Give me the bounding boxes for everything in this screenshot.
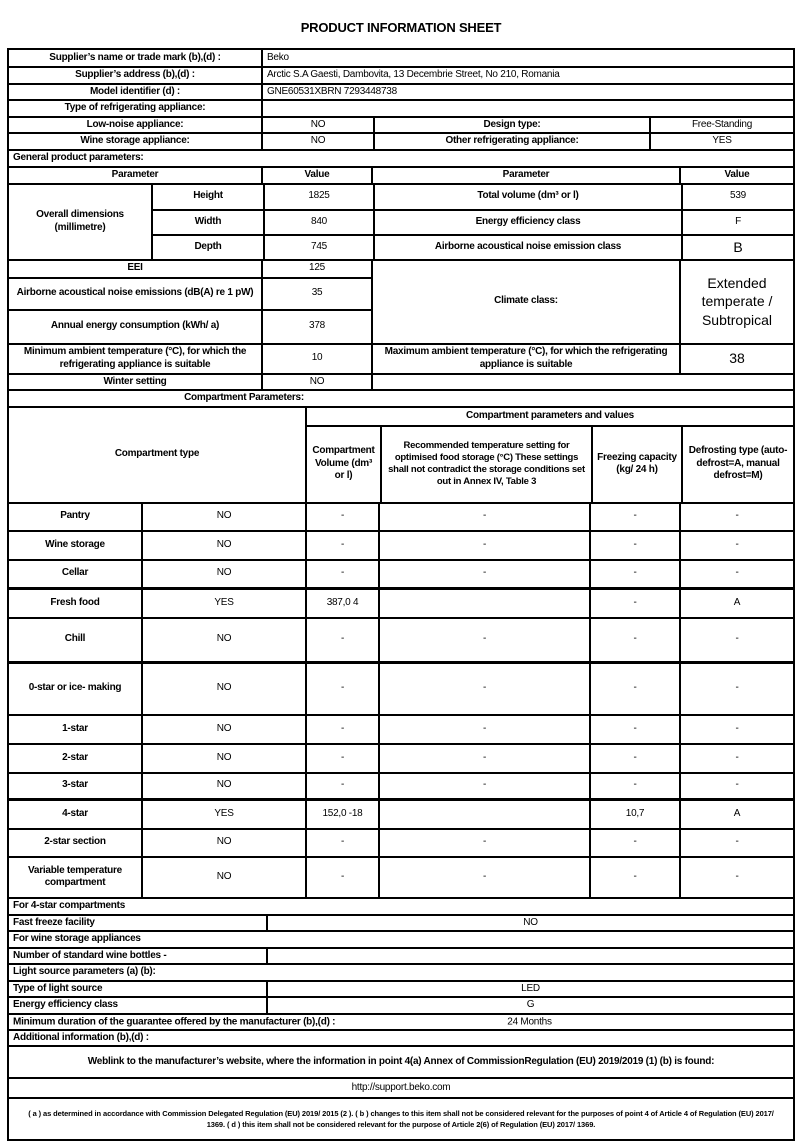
light-efficiency-value: G <box>266 998 793 1013</box>
spacer <box>479 391 793 406</box>
table-row <box>9 83 793 100</box>
compartment-defrost: - <box>679 532 793 559</box>
fast-freeze-value: NO <box>266 916 793 931</box>
compartment-temp: - <box>378 532 589 559</box>
dimensions-subtable <box>151 185 793 259</box>
compartment-present: YES <box>141 801 305 828</box>
model-identifier-value: GNE60531XBRN 7293448738 <box>261 85 793 100</box>
min-ambient-temp-value: 10 <box>261 345 371 373</box>
overall-dimensions-label <box>9 185 151 259</box>
compartment-header <box>9 408 793 502</box>
table-row <box>9 947 793 964</box>
table-row <box>9 502 793 530</box>
other-refrigerating-value: YES <box>649 134 793 149</box>
compartment-volume: - <box>305 561 378 587</box>
freezing-capacity-column-header: Freezing capacity (kg/ 24 h) <box>591 427 681 502</box>
extra-parameters <box>7 897 795 1048</box>
compartment-type: Fresh food <box>50 596 100 608</box>
table-row <box>9 996 793 1013</box>
compartment-defrost: - <box>679 716 793 743</box>
footnote-box <box>7 1097 795 1141</box>
compartment-type: Variable temperature compartment <box>28 864 122 888</box>
compartment-temp: - <box>378 664 589 714</box>
design-type-label: Design type: <box>373 118 649 133</box>
table-row <box>9 373 793 390</box>
dim-value: 840 <box>263 211 373 234</box>
supplier-name-label: Supplier’s name or trade mark (b),(d) : <box>49 51 221 63</box>
compartment-table <box>7 406 795 899</box>
section-title-row <box>9 1029 793 1046</box>
compartment-freeze: - <box>589 830 679 856</box>
section-title-row <box>9 899 793 914</box>
dim-name: Depth <box>194 240 222 252</box>
weblink-text: Weblink to the manufacturer’s website, where the information in point 4(a) Annex of CommissionRegulation (EU) 2019/2019 (1) (b) is found: <box>87 1055 715 1067</box>
section-title-row <box>9 930 793 947</box>
table-row <box>9 1079 793 1097</box>
compartment-freeze: - <box>589 619 679 661</box>
volume-column-header: Compartment Volume (dm³ or l) <box>312 445 375 482</box>
appliance-type-label: Type of refrigerating appliance: <box>64 102 206 113</box>
compartment-present: NO <box>141 716 305 743</box>
footnote-text: ( a ) as determined in accordance with Commission Delegated Regulation (EU) 2019/ 2015 (2 ). ( b ) changes to this item shall not be considered relevant for the purposes of point 4 of Article 4 of Regulation (EU) 2017/ 1369. ( d ) this item shall not be considered relevant for the purpose of Article 2(6) of Regulation (EU) 2017/ 1369. <box>28 1108 774 1129</box>
supplier-name-value: Beko <box>261 50 793 66</box>
table-row <box>9 261 371 277</box>
overall-dimensions-line2: (millimetre) <box>54 221 106 233</box>
table-row <box>153 209 793 234</box>
compartment-temp: - <box>378 774 589 798</box>
max-ambient-temp-label: Maximum ambient temperature (°C), for which the refrigerating appliance is suitable <box>371 345 679 373</box>
compartment-temp: - <box>378 504 589 530</box>
table-row <box>9 587 793 617</box>
general-parameters-table <box>7 166 795 408</box>
compartment-temp: - <box>378 561 589 587</box>
max-ambient-temp-value: 38 <box>679 345 793 373</box>
compartment-defrost: - <box>679 858 793 897</box>
table-row <box>9 798 793 828</box>
compartment-defrost: - <box>679 504 793 530</box>
design-type-value: Free-Standing <box>649 118 793 133</box>
compartment-present: NO <box>141 858 305 897</box>
compartment-type-header: Compartment type <box>114 448 200 460</box>
weblink-box <box>7 1045 795 1079</box>
compartment-temp: - <box>378 619 589 661</box>
param2-value: F <box>681 211 793 234</box>
compartment-freeze: - <box>589 774 679 798</box>
param2-label: Total volume (dm³ or l) <box>373 185 681 209</box>
compartment-defrost: - <box>679 774 793 798</box>
product-information-sheet <box>7 50 795 1141</box>
compartment-defrost: A <box>679 801 793 828</box>
compartment-volume: - <box>305 858 378 897</box>
dimensions-rows <box>9 183 793 259</box>
compartment-present: NO <box>141 532 305 559</box>
table-row <box>9 743 793 772</box>
table-row <box>9 309 371 343</box>
table-row <box>9 980 793 997</box>
compartment-type: Wine storage <box>45 538 105 550</box>
guarantee-label: Minimum duration of the guarantee offered by the manufacturer (b),(d) : <box>13 1016 336 1027</box>
compartment-present: NO <box>141 745 305 772</box>
compartment-freeze: - <box>589 504 679 530</box>
general-parameters-title: General product parameters: <box>13 151 144 163</box>
low-noise-value: NO <box>261 118 373 133</box>
wine-bottles-value <box>266 949 793 964</box>
table-row <box>9 50 793 66</box>
fast-freeze-label: Fast freeze facility <box>13 916 95 928</box>
wine-storage-section-title: For wine storage appliances <box>13 933 141 944</box>
compartment-volume: - <box>305 774 378 798</box>
compartment-volume: - <box>305 664 378 714</box>
wine-bottles-label: Number of standard wine bottles - <box>13 949 167 961</box>
overall-dimensions-line1: Overall dimensions <box>36 209 124 220</box>
compartment-defrost: - <box>679 745 793 772</box>
dim-value: 1825 <box>263 185 373 209</box>
compartment-freeze: - <box>589 561 679 587</box>
supplier-address-value: Arctic S.A Gaesti, Dambovita, 13 Decembrie Street, No 210, Romania <box>261 68 793 83</box>
compartment-volume: - <box>305 504 378 530</box>
table-row <box>9 66 793 83</box>
compartment-type: 4-star <box>62 807 88 819</box>
section-title-row <box>9 151 793 166</box>
param2-value: 539 <box>681 185 793 209</box>
table-row <box>9 116 793 133</box>
param2-label: Airborne acoustical noise emission class <box>373 236 681 259</box>
eei-value: 125 <box>261 261 371 277</box>
header-parameter-2: Parameter <box>371 168 679 183</box>
compartment-type: 3-star <box>62 779 88 791</box>
supplier-address-label: Supplier’s address (b),(d) : <box>75 69 195 80</box>
compartment-freeze: - <box>589 532 679 559</box>
wine-storage-appliance-value: NO <box>261 134 373 149</box>
compartment-temp: - <box>378 716 589 743</box>
defrosting-type-column-header: Defrosting type (auto-defrost=A, manual defrost=M) <box>681 427 793 502</box>
compartment-freeze: 10,7 <box>589 801 679 828</box>
compartment-volume: - <box>305 745 378 772</box>
compartment-defrost: - <box>679 619 793 661</box>
eei-climate-rows <box>9 259 793 343</box>
table-row <box>9 1013 793 1029</box>
compartment-temp <box>378 590 589 617</box>
table-row <box>9 617 793 661</box>
compartment-temp: - <box>378 858 589 897</box>
column-headers-row <box>307 425 793 502</box>
table-row <box>9 1099 793 1139</box>
recommended-temp-column-header: Recommended temperature setting for optimised food storage (°C) These settings shall not contradict the storage conditions set out in Annex IV, Table 3 <box>380 427 591 502</box>
climate-class-value: Extended temperate / Subtropical <box>679 261 793 343</box>
compartment-volume: 387,0 4 <box>305 590 378 617</box>
compartment-freeze: - <box>589 745 679 772</box>
compartment-freeze: - <box>589 716 679 743</box>
compartment-temp <box>378 801 589 828</box>
additional-information-label: Additional information (b),(d) : <box>13 1031 149 1043</box>
compartment-type: 2-star section <box>44 836 106 848</box>
wine-storage-appliance-label: Wine storage appliance: <box>80 135 190 146</box>
compartment-defrost: A <box>679 590 793 617</box>
compartment-type: 2-star <box>62 751 88 763</box>
table-row <box>9 277 371 309</box>
section-title-row <box>9 963 793 980</box>
header-parameter-1: Parameter <box>111 168 159 180</box>
table-row <box>9 772 793 798</box>
compartment-temp: - <box>378 830 589 856</box>
group-header-row <box>307 408 793 425</box>
param2-value: B <box>681 236 793 259</box>
table-row <box>9 828 793 856</box>
dim-name: Width <box>194 215 222 227</box>
header-value-1: Value <box>261 168 371 183</box>
noise-emissions-label: Airborne acoustical noise emissions (dB(A) re 1 pW) <box>16 287 254 299</box>
table-header-row <box>9 168 793 183</box>
compartment-defrost: - <box>679 664 793 714</box>
compartment-volume: - <box>305 619 378 661</box>
weblink-url[interactable]: http://support.beko.com <box>351 1081 451 1093</box>
table-row <box>9 530 793 559</box>
compartment-type: 1-star <box>62 722 88 734</box>
light-type-label: Type of light source <box>13 982 103 994</box>
annual-energy-value: 378 <box>261 311 371 343</box>
compartment-type: 0-star or ice- making <box>28 682 122 694</box>
table-row <box>9 914 793 931</box>
light-source-section-title: Light source parameters (a) (b): <box>13 966 156 977</box>
compartment-volume: - <box>305 716 378 743</box>
compartment-present: NO <box>141 664 305 714</box>
table-row <box>9 343 793 373</box>
table-row <box>9 1047 793 1077</box>
dim-value: 745 <box>263 236 373 259</box>
compartment-params-values-header: Compartment parameters and values <box>466 409 634 421</box>
table-row <box>153 234 793 259</box>
table-row <box>9 661 793 714</box>
model-identifier-label: Model identifier (d) : <box>89 85 181 97</box>
compartment-freeze: - <box>589 590 679 617</box>
table-row <box>9 99 793 116</box>
general-parameters-section <box>7 149 795 168</box>
eei-energy-subtable <box>9 261 371 343</box>
supplier-table <box>7 48 795 151</box>
table-row <box>9 132 793 149</box>
other-refrigerating-label: Other refrigerating appliance: <box>373 134 649 149</box>
section-title-row <box>9 389 793 406</box>
compartment-present: NO <box>141 504 305 530</box>
dim-name: Height <box>193 190 223 202</box>
compartment-defrost: - <box>679 830 793 856</box>
compartment-params-header-group <box>305 408 793 502</box>
compartment-present: NO <box>141 619 305 661</box>
compartment-present: NO <box>141 774 305 798</box>
compartment-type: Pantry <box>60 510 90 522</box>
compartment-freeze: - <box>589 664 679 714</box>
table-row <box>153 185 793 209</box>
compartment-present: YES <box>141 590 305 617</box>
light-type-value: LED <box>266 982 793 997</box>
climate-class-label: Climate class: <box>371 261 679 343</box>
eei-label: EEI <box>127 262 143 274</box>
compartment-defrost: - <box>679 561 793 587</box>
header-value-2: Value <box>679 168 793 183</box>
compartment-present: NO <box>141 830 305 856</box>
compartment-volume: - <box>305 532 378 559</box>
compartment-parameters-title: Compartment Parameters: <box>184 392 304 403</box>
empty-cell <box>371 375 793 390</box>
compartment-type: Cellar <box>61 567 89 579</box>
winter-setting-label: Winter setting <box>103 375 167 387</box>
compartment-volume: 152,0 -18 <box>305 801 378 828</box>
weblink-url-box <box>7 1077 795 1099</box>
table-row <box>9 559 793 587</box>
compartment-volume: - <box>305 830 378 856</box>
compartment-type: Chill <box>64 633 86 645</box>
winter-setting-value: NO <box>261 375 371 390</box>
table-row <box>9 856 793 897</box>
compartment-temp: - <box>378 745 589 772</box>
low-noise-label: Low-noise appliance: <box>86 118 184 130</box>
compartment-freeze: - <box>589 858 679 897</box>
noise-emissions-value: 35 <box>261 279 371 309</box>
light-efficiency-label: Energy efficiency class <box>13 999 118 1010</box>
min-ambient-temp-label: Minimum ambient temperature (°C), for which the refrigerating appliance is suitable <box>23 346 247 370</box>
appliance-type-value <box>261 101 793 116</box>
param2-label: Energy efficiency class <box>373 211 681 234</box>
annual-energy-label: Annual energy consumption (kWh/ a) <box>50 320 220 332</box>
four-star-section-title: For 4-star compartments <box>13 899 126 911</box>
compartment-present: NO <box>141 561 305 587</box>
guarantee-value: 24 Months <box>507 1016 552 1027</box>
page-title: PRODUCT INFORMATION SHEET <box>300 20 502 35</box>
table-row <box>9 714 793 743</box>
